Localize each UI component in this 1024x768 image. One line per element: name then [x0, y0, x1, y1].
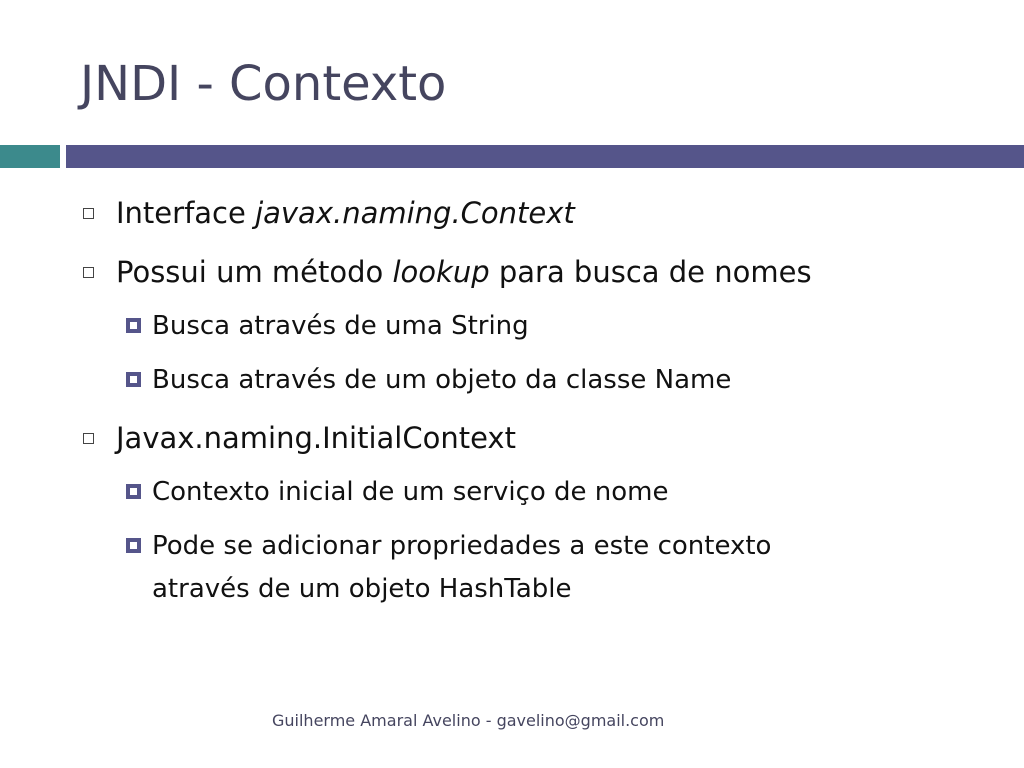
bullet-text: Possui um método: [116, 255, 393, 289]
square-bullet-icon: [83, 208, 94, 219]
list-item: [116, 252, 812, 292]
slide-footer: Guilherme Amaral Avelino - gavelino@gmail.com: [272, 711, 665, 730]
bullet-text-italic: javax.naming.Context: [255, 196, 575, 230]
square-bullet-icon: [83, 267, 94, 278]
bullet-text: Interface: [116, 196, 256, 230]
sub-list-item: Contexto inicial de um serviço de nome: [152, 477, 669, 507]
sub-list-item: Pode se adicionar propriedades a este contexto: [152, 531, 772, 561]
filled-square-bullet-icon: [126, 538, 141, 553]
list-item: [116, 193, 575, 233]
filled-square-bullet-icon: [126, 318, 141, 333]
slide-title: JNDI - Contexto: [80, 56, 447, 112]
list-item: Javax.naming.InitialContext: [116, 421, 516, 455]
title-divider-bar: [66, 145, 1024, 168]
sub-list-item: Busca através de um objeto da classe Name: [152, 365, 732, 395]
sub-list-item: Busca através de uma String: [152, 311, 529, 341]
bullet-text: para busca de nomes: [489, 255, 812, 289]
sub-list-item-continuation: através de um objeto HashTable: [152, 574, 572, 604]
square-bullet-icon: [83, 433, 94, 444]
filled-square-bullet-icon: [126, 484, 141, 499]
bullet-text-italic: lookup: [392, 255, 490, 289]
title-divider-accent: [0, 145, 60, 168]
filled-square-bullet-icon: [126, 372, 141, 387]
